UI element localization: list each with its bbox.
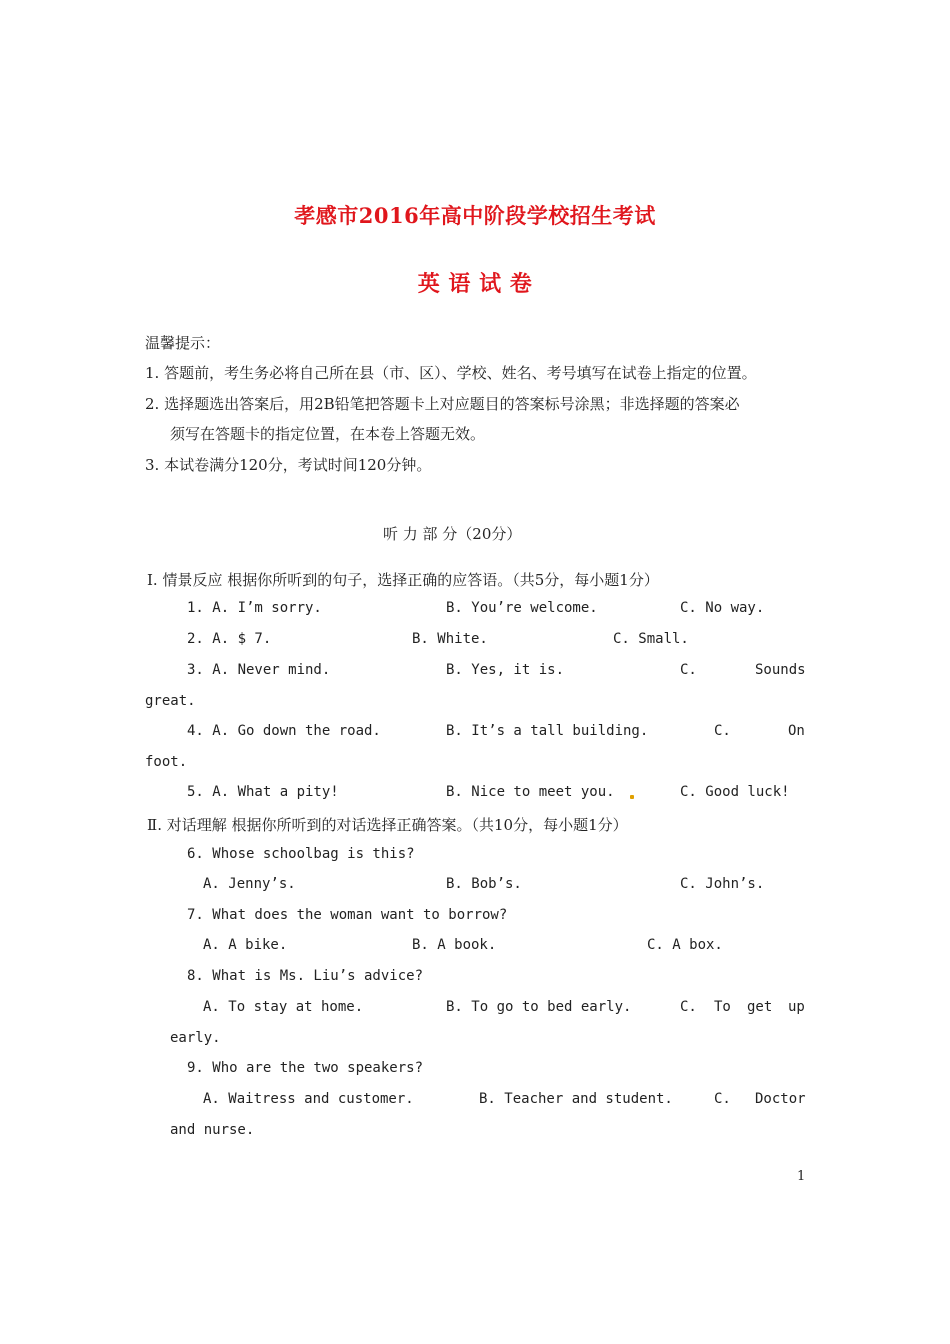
page-number: 1 [797, 1169, 806, 1184]
notice-heading: 温馨提示： [145, 334, 221, 352]
q7-stem: 7. What does the woman want to borrow? [187, 907, 508, 923]
q7-option-a: A. A bike. [203, 937, 288, 953]
q3-option-c: C. [680, 662, 697, 678]
exam-title: 孝感市2016年高中阶段学校招生考试 [294, 203, 656, 228]
q8-stem: 8. What is Ms. Liu’s advice? [187, 968, 424, 984]
q4-option-c-word: On [788, 723, 805, 739]
q7-option-c: C. A box. [647, 937, 723, 953]
exam-subtitle: 英 语 试 卷 [417, 271, 533, 297]
q8-continuation: early. [170, 1030, 221, 1046]
q3-option-b: B. Yes, it is. [446, 662, 565, 678]
q1-option-a: 1. A. I’m sorry. [187, 600, 322, 616]
q9-option-b: B. Teacher and student. [479, 1091, 673, 1107]
q6-option-a: A. Jenny’s. [203, 876, 296, 892]
notice-item-2-cont: 须写在答题卡的指定位置，在本卷上答题无效。 [170, 425, 486, 443]
q2-option-b: B. White. [412, 631, 488, 647]
q5-option-a: 5. A. What a pity! [187, 784, 339, 800]
ink-dot-mark [630, 795, 634, 799]
part2-heading: Ⅱ. 对话理解 根据你所听到的对话选择正确答案。（共10分，每小题1分） [147, 816, 628, 834]
q9-stem: 9. Who are the two speakers? [187, 1060, 424, 1076]
q4-continuation: foot. [145, 754, 188, 770]
q8-option-b: B. To go to bed early. [446, 999, 632, 1015]
q2-option-c: C. Small. [613, 631, 689, 647]
notice-item-3: 3. 本试卷满分120分，考试时间120分钟。 [145, 456, 432, 474]
section-heading: 听 力 部 分（20分） [383, 525, 522, 543]
q3-continuation: great. [145, 693, 196, 709]
notice-item-2: 2. 选择题选出答案后，用2B铅笔把答题卡上对应题目的答案标号涂黑；非选择题的答案必 [145, 395, 740, 413]
q8-option-c: C. [680, 999, 697, 1015]
q9-continuation: and nurse. [170, 1122, 255, 1138]
q9-option-c-word: Doctor [755, 1091, 806, 1107]
q3-option-a: 3. A. Never mind. [187, 662, 331, 678]
q6-stem: 6. Whose schoolbag is this? [187, 846, 415, 862]
q2-option-a: 2. A. $ 7. [187, 631, 272, 647]
part1-heading: Ⅰ. 情景反应 根据你所听到的句子，选择正确的应答语。（共5分，每小题1分） [147, 571, 659, 589]
q9-option-a: A. Waitress and customer. [203, 1091, 414, 1107]
q6-option-b: B. Bob’s. [446, 876, 522, 892]
q3-option-c-word: Sounds [755, 662, 806, 678]
q8-option-c-word-2: get [747, 999, 773, 1015]
q5-option-c: C. Good luck! [680, 784, 790, 800]
q4-option-a: 4. A. Go down the road. [187, 723, 381, 739]
q8-option-c-word-3: up [788, 999, 805, 1015]
q4-option-c: C. [714, 723, 731, 739]
q4-option-b: B. It’s a tall building. [446, 723, 649, 739]
q7-option-b: B. A book. [412, 937, 497, 953]
q1-option-c: C. No way. [680, 600, 765, 616]
q1-option-b: B. You’re welcome. [446, 600, 598, 616]
q9-option-c: C. [714, 1091, 731, 1107]
q6-option-c: C. John’s. [680, 876, 765, 892]
q8-option-a: A. To stay at home. [203, 999, 364, 1015]
q8-option-c-word-1: To [714, 999, 731, 1015]
notice-item-1: 1. 答题前，考生务必将自己所在县（市、区）、学校、姓名、考号填写在试卷上指定的位置。 [145, 364, 757, 382]
q5-option-b: B. Nice to meet you. [446, 784, 615, 800]
